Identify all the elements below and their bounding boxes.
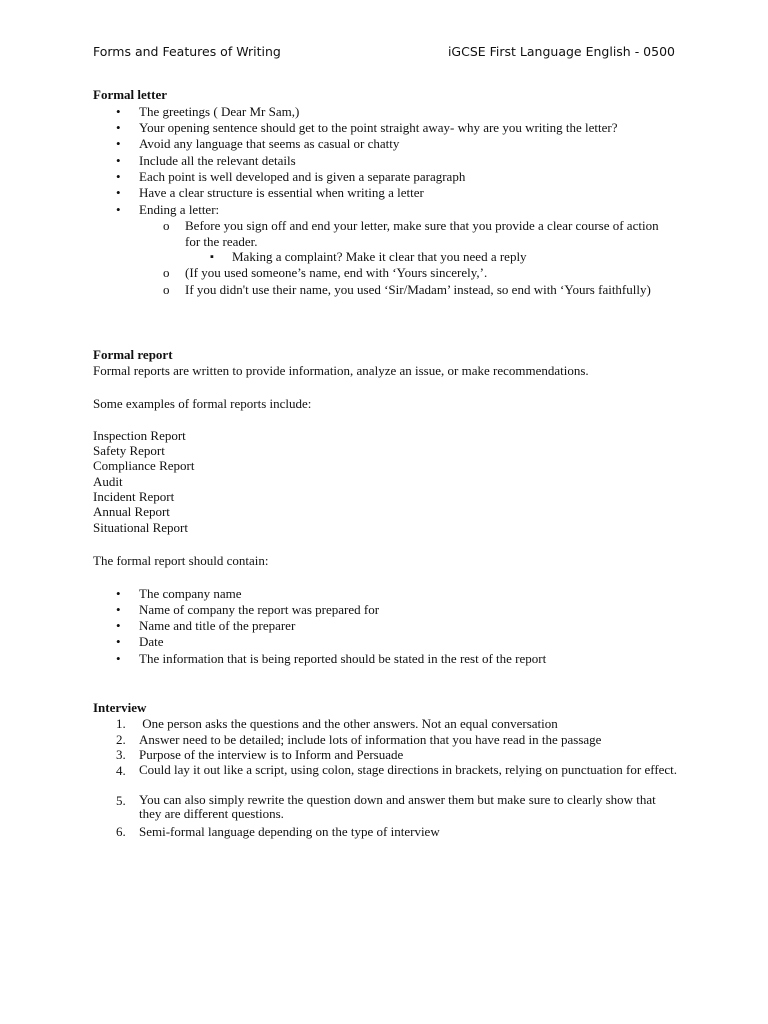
letter-item: Include all the relevant details (139, 153, 296, 168)
bullet-icon: • (116, 602, 121, 617)
square-bullet-icon: ▪ (210, 251, 214, 263)
report-example: Situational Report (93, 520, 188, 535)
formal-letter-heading: Formal letter (93, 87, 167, 102)
circle-bullet-icon: o (163, 265, 170, 280)
formal-report-heading: Formal report (93, 347, 173, 362)
report-contain-item: The information that is being reported should be stated in the rest of the report (139, 651, 547, 666)
interview-number: 5. (116, 793, 126, 808)
formal-report-intro: Formal reports are written to provide information, analyze an issue, or make recommendations. (93, 363, 589, 378)
bullet-icon: • (116, 169, 121, 184)
bullet-icon: • (116, 136, 121, 151)
letter-item: Avoid any language that seems as casual or chatty (139, 136, 400, 151)
interview-item: Could lay it out like a script, using colon, stage directions in brackets, relying on punctuation for effect. (139, 762, 678, 777)
interview-heading: Interview (93, 700, 147, 715)
interview-item: Answer need to be detailed; include lots of information that you have read in the passage (139, 732, 602, 747)
report-example: Safety Report (93, 443, 165, 458)
page-header (93, 44, 675, 64)
circle-bullet-icon: o (163, 282, 170, 297)
bullet-icon: • (116, 202, 121, 217)
report-example: Inspection Report (93, 428, 186, 443)
bullet-icon: • (116, 618, 121, 633)
report-example: Audit (93, 474, 123, 489)
report-example: Compliance Report (93, 458, 195, 473)
header-title-right: iGCSE First Language English - 0500 (447, 44, 675, 59)
interview-item: Purpose of the interview is to Inform and Persuade (139, 747, 404, 762)
letter-sub-item: Before you sign off and end your letter, make sure that you provide a clear course of action for the reader. (185, 218, 659, 249)
letter-sub-item: If you didn't use their name, you used ‘Sir/Madam’ instead, so end with ‘Yours faithfully) (185, 282, 651, 297)
report-example: Incident Report (93, 489, 175, 504)
bullet-icon: • (116, 185, 121, 200)
interview-number: 4. (116, 763, 126, 778)
letter-item: Ending a letter: (139, 202, 220, 217)
letter-item: Have a clear structure is essential when writing a letter (139, 185, 424, 200)
interview-item: Semi-formal language depending on the type of interview (139, 824, 440, 839)
formal-report-contain-intro: The formal report should contain: (93, 553, 269, 568)
report-contain-item: Date (139, 634, 164, 649)
bullet-icon: • (116, 634, 121, 649)
bullet-icon: • (116, 120, 121, 135)
interview-number: 3. (116, 747, 126, 762)
letter-sub-item: (If you used someone’s name, end with ‘Yours sincerely,’. (185, 265, 488, 280)
formal-report-examples-intro: Some examples of formal reports include: (93, 396, 312, 411)
interview-number: 1. (116, 716, 126, 731)
report-contain-item: The company name (139, 586, 242, 601)
letter-item: Your opening sentence should get to the point straight away- why are you writing the letter? (139, 120, 618, 135)
interview-item: One person asks the questions and the other answers. Not an equal conversation (139, 716, 558, 731)
letter-item: The greetings ( Dear Mr Sam,) (139, 104, 300, 119)
bullet-icon: • (116, 586, 121, 601)
interview-item: You can also simply rewrite the question down and answer them but make sure to clearly show that they are different questions. (139, 792, 656, 821)
bullet-icon: • (116, 104, 121, 119)
interview-number: 6. (116, 824, 126, 839)
bullet-icon: • (116, 153, 121, 168)
interview-number: 2. (116, 732, 126, 747)
circle-bullet-icon: o (163, 218, 170, 233)
report-contain-item: Name and title of the preparer (139, 618, 296, 633)
letter-sub-sub-item: Making a complaint? Make it clear that you need a reply (232, 249, 527, 264)
report-example: Annual Report (93, 504, 170, 519)
letter-item: Each point is well developed and is given a separate paragraph (139, 169, 466, 184)
bullet-icon: • (116, 651, 121, 666)
header-title-left: Forms and Features of Writing (93, 44, 281, 59)
report-contain-item: Name of company the report was prepared for (139, 602, 380, 617)
